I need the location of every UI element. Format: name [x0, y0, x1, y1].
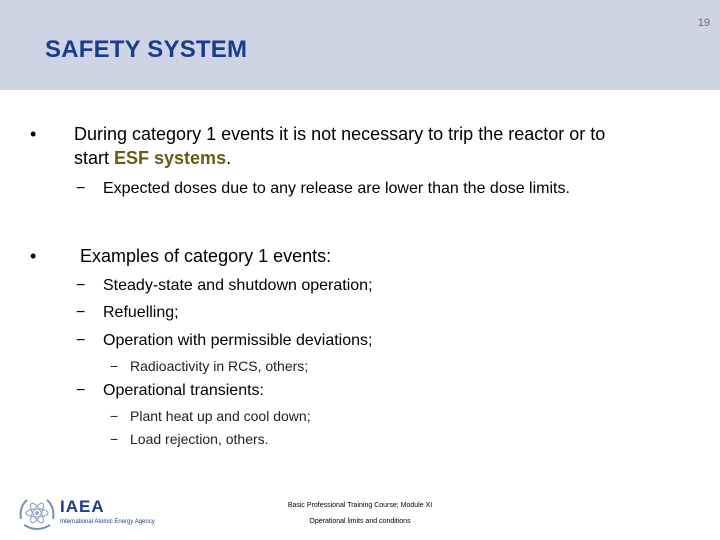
bullet-1-text-end: .: [226, 148, 232, 168]
bullet-1-text-start: start: [74, 148, 115, 168]
sub-bullet-marker: −: [76, 332, 86, 349]
iaea-emblem-icon: [16, 493, 58, 533]
sub-bullet-permissible-deviations: Operation with permissible deviations;: [103, 332, 373, 349]
sub-bullet-refuelling: Refuelling;: [103, 304, 179, 321]
sub-bullet-marker: −: [76, 277, 86, 294]
sub-sub-bullet-load-rejection: Load rejection, others.: [130, 431, 269, 447]
esf-systems-highlight: ESF systems: [114, 148, 227, 168]
sub-bullet-expected-doses: Expected doses due to any release are lower than the dose limits.: [103, 180, 570, 197]
iaea-logo-word: IAEA: [60, 497, 105, 516]
iaea-logo: [60, 498, 155, 526]
sub-bullet-marker: −: [76, 382, 86, 399]
sub-bullet-operational-transients: Operational transients:: [103, 382, 264, 399]
sub-sub-bullet-marker: −: [110, 431, 119, 447]
bullet-marker: •: [30, 246, 37, 266]
iaea-logo-subtitle: International Atomic Energy Agency: [60, 519, 155, 525]
sub-bullet-steady-state: Steady-state and shutdown operation;: [103, 277, 373, 294]
page-number: 19: [697, 17, 710, 29]
bullet-1-line-2: [74, 146, 231, 170]
sub-sub-bullet-radioactivity: Radioactivity in RCS, others;: [130, 358, 309, 374]
sub-bullet-marker: −: [76, 180, 86, 197]
footer-topic: Operational limits and conditions: [309, 518, 411, 525]
bullet-marker: •: [30, 124, 37, 144]
sub-sub-bullet-heat-up: Plant heat up and cool down;: [130, 408, 311, 424]
footer-course: Basic Professional Training Course; Module XI: [287, 502, 433, 509]
slide-title: SAFETY SYSTEM: [45, 36, 248, 63]
sub-bullet-marker: −: [76, 304, 86, 321]
bullet-1-line-1: During category 1 events it is not necessary to trip the reactor or to: [74, 124, 606, 144]
bullet-2-text: Examples of category 1 events:: [80, 246, 332, 266]
sub-sub-bullet-marker: −: [110, 408, 119, 424]
sub-sub-bullet-marker: −: [110, 358, 119, 374]
